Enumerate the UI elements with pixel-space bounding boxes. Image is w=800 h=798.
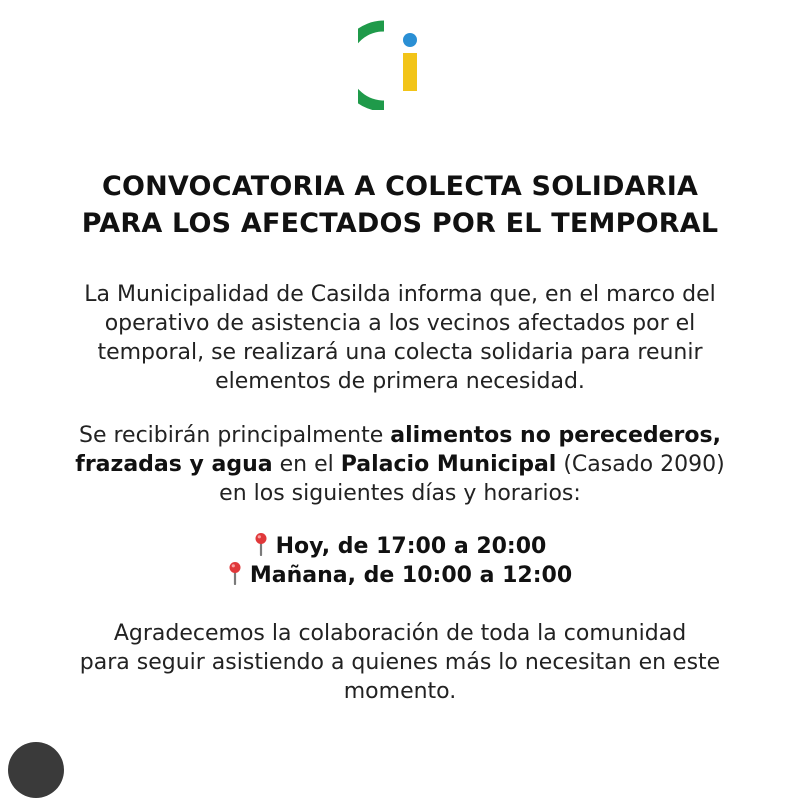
title-line-2: PARA LOS AFECTADOS POR EL TEMPORAL [81, 208, 719, 239]
municipal-ci-logo-icon [358, 18, 422, 110]
pin-icon [228, 561, 242, 585]
details-address: (Casado 2090) [556, 452, 725, 477]
details-line-1 [0, 421, 800, 450]
floating-action-button[interactable] [8, 742, 64, 798]
municipal-logo [358, 18, 422, 110]
details-bold-blankets-water: frazadas y agua [75, 452, 273, 477]
closing-paragraph [0, 619, 800, 706]
intro-paragraph [0, 280, 800, 396]
details-text: Se recibirán principalmente [79, 423, 391, 448]
details-paragraph [0, 421, 800, 508]
schedule-list [0, 532, 800, 590]
pin-icon [254, 532, 268, 556]
intro-line: temporal, se realizará una colecta solidaria para reunir [97, 340, 703, 365]
intro-line: La Municipalidad de Casilda informa que, en el marco del [84, 282, 716, 307]
closing-line: para seguir asistiendo a quienes más lo necesitan en este [79, 650, 721, 675]
details-bold-foods: alimentos no perecederos, [390, 423, 721, 448]
details-line-2 [0, 450, 800, 479]
details-bold-palace: Palacio Municipal [340, 452, 557, 477]
schedule-item-label: Hoy, de 17:00 a 20:00 [275, 534, 547, 559]
intro-line: elementos de primera necesidad. [215, 369, 585, 394]
schedule-item-label: Mañana, de 10:00 a 12:00 [249, 563, 573, 588]
closing-line: Agradecemos la colaboración de toda la comunidad [113, 621, 687, 646]
details-text: en el [272, 452, 341, 477]
details-line-3: en los siguientes días y horarios: [219, 481, 581, 506]
closing-line: momento. [343, 679, 457, 704]
intro-line: operativo de asistencia a los vecinos afectados por el [104, 311, 696, 336]
page-title [0, 168, 800, 242]
title-line-1: CONVOCATORIA A COLECTA SOLIDARIA [101, 171, 699, 202]
schedule-item [0, 532, 800, 561]
schedule-item [0, 561, 800, 590]
